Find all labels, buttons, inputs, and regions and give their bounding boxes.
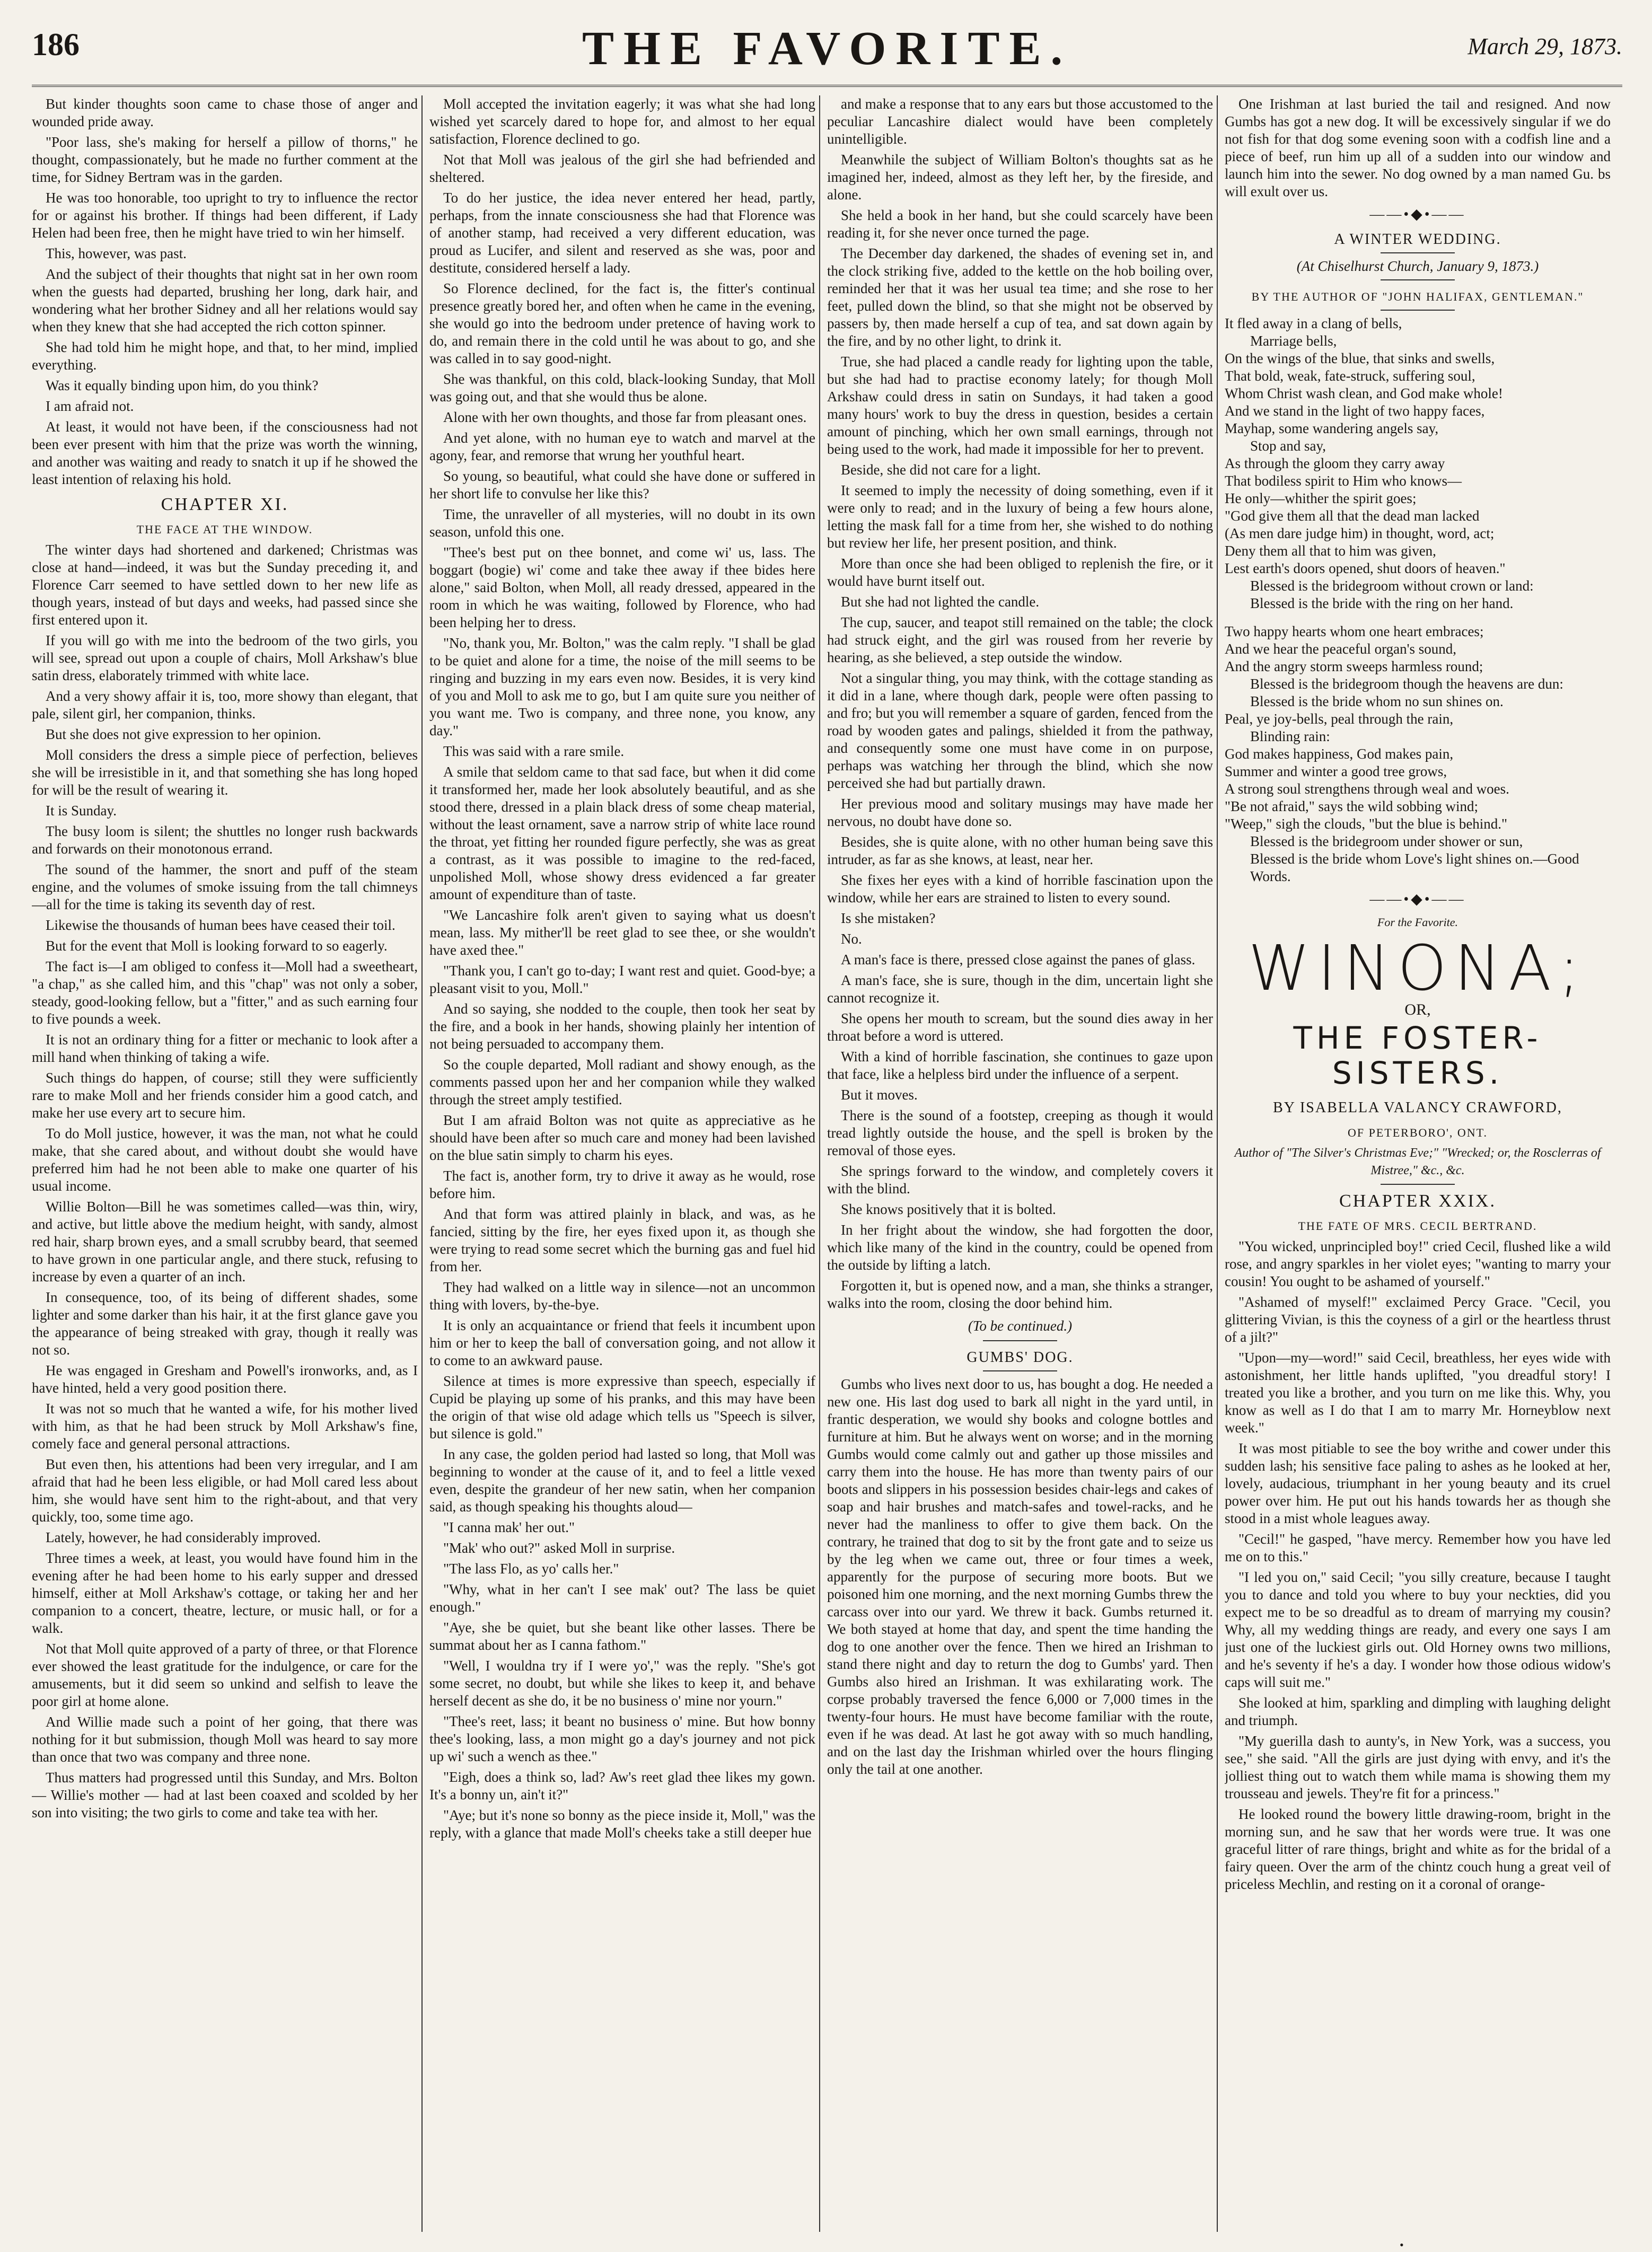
paragraph: Three times a week, at least, you would have found him in the evening after he had been home to his early supper and dressed himself, either at Moll Arkshaw's cottage, or taking her and her companion to a concert, theatre, lecture, or music hall, or for a walk. bbox=[32, 1550, 418, 1636]
paragraph: But she does not give expression to her opinion. bbox=[46, 726, 321, 742]
paragraph: The sound of the hammer, the snort and puff of the steam engine, and the volumes of smoke issuing from the tall chimneys—all for the time is taking its seventh day of rest. bbox=[32, 861, 418, 912]
paragraph: Lately, however, he had considerably improved. bbox=[46, 1529, 321, 1545]
paragraph: The busy loom is silent; the shuttles no longer rush backwards and forwards on their monotonous errand. bbox=[32, 823, 418, 857]
paragraph: "Thee's reet, lass; it beant no business o' mine. But how bonny thee's looking, lass, a mon might go a day's journey and not pick up wi' such a wench as thee." bbox=[429, 1713, 815, 1764]
paragraph: No. bbox=[841, 931, 862, 947]
paragraph: Meanwhile the subject of William Bolton's thoughts sat as he imagined her, indeed, almost as they left her, by the fireside, and alone. bbox=[827, 152, 1213, 203]
poem-line: Two happy hearts whom one heart embraces; bbox=[1225, 623, 1484, 639]
paragraph: She fixes her eyes with a kind of horrible fascination upon the window, while her ears are strained to listen to every sound. bbox=[827, 872, 1213, 905]
poem-line: He only—whither the spirit goes; bbox=[1225, 490, 1417, 506]
paragraph: Besides, she is quite alone, with no other human being save this intruder, as far as she knows, at least, near her. bbox=[827, 834, 1213, 867]
paragraph: To do Moll justice, however, it was the man, not what he could make, that she cared about, and without doubt she would have preferred him had he not been able to make one quarter of his usual income. bbox=[32, 1125, 418, 1194]
paragraph: Not that Moll quite approved of a party of three, or that Florence ever showed the least gratitude for the indulgence, or care for the amusements, but it did seem so unkind and selfish to leave the poor girl at home alone. bbox=[32, 1641, 418, 1709]
paragraph: "Upon—my—word!" said Cecil, breathless, her eyes wide with astonishment, her little hands uplifted, "you dreadful story! I treated you like a brother, and you turn on me like this. Why, you know as well as I do that I am to marry Mr. Horneyblow next week." bbox=[1225, 1350, 1611, 1436]
ornament-divider: ——•◆•—— bbox=[1369, 206, 1466, 223]
paragraph: And a very showy affair it is, too, more showy than elegant, that pale, silent girl, her companion, thinks. bbox=[32, 688, 418, 722]
poem-line: Blessed is the bride whom Love's light shines on.—Good Words. bbox=[1250, 851, 1579, 884]
paragraph: It was most pitiable to see the boy writhe and cower under this sudden lash; his sensitive face paling to ashes as he looked at her, lovely, audacious, triumphant in her young beauty and its cruel power over him. He put out his hands towards her as though she stood in a mist whole leagues away. bbox=[1225, 1440, 1611, 1526]
poem-line: It fled away in a clang of bells, bbox=[1225, 315, 1402, 331]
column-3 bbox=[827, 95, 1213, 2232]
paragraph: This, however, was past. bbox=[46, 245, 187, 261]
paragraph: Forgotten it, but is opened now, and a man, she thinks a stranger, walks into the room, closing the door behind him. bbox=[827, 1278, 1213, 1311]
paragraph: A man's face, she is sure, though in the dim, uncertain light she cannot recognize it. bbox=[827, 972, 1213, 1006]
poem-line: God makes happiness, God makes pain, bbox=[1225, 746, 1454, 762]
poem-body bbox=[1225, 315, 1611, 885]
poem-line: Blessed is the bridegroom without crown or land: bbox=[1250, 578, 1534, 594]
paragraph: This was said with a rare smile. bbox=[443, 743, 625, 759]
ornament-divider: ——•◆•—— bbox=[1369, 891, 1466, 908]
paragraph: "Eigh, does a think so, lad? Aw's reet glad thee likes my gown. It's a bonny un, ain't it?" bbox=[429, 1769, 815, 1802]
paragraph: "Thank you, I can't go to-day; I want rest and quiet. Good-bye; a pleasant visit to you, Moll." bbox=[429, 963, 815, 996]
paragraph: Was it equally binding upon him, do you think? bbox=[46, 377, 319, 393]
story-ending: One Irishman at last buried the tail and resigned. And now Gumbs has got a new dog. It will be excessively singular if we do not fish for that dog some evening soon with a codfish line and a piece of beef, run him up all of a sudden into our window and launch him into the sewer. No dog owned by a man named Gu. bs will exult over us. bbox=[1225, 96, 1611, 199]
paragraph: Not a singular thing, you may think, with the cottage standing as it did in a lane, where though dark, people were often passing to and fro; but you will remember a square of garden, fenced from the road by wooden gates and palings, shielded it from the pathway, and consequently some one must have come in on purpose, perhaps was watching her through the blind, which she now perceived she had but partially drawn. bbox=[827, 670, 1213, 791]
separator bbox=[1381, 279, 1455, 280]
poem-line: As through the gloom they carry away bbox=[1225, 455, 1445, 471]
paragraph: Alone with her own thoughts, and those far from pleasant ones. bbox=[443, 409, 807, 425]
poem-line: Mayhap, some wandering angels say, bbox=[1225, 420, 1439, 436]
poem-line: Lest earth's doors opened, shut doors of heaven." bbox=[1225, 560, 1506, 576]
paragraph: It was not so much that he wanted a wife, for his mother lived with him, as that he had been struck by Moll Arkshaw's fine, comely face and general personal attractions. bbox=[32, 1401, 418, 1452]
poem-line: Deny them all that to him was given, bbox=[1225, 543, 1436, 559]
to-be-continued: (To be continued.) bbox=[968, 1318, 1073, 1334]
chapter-subtitle: THE FACE AT THE WINDOW. bbox=[136, 523, 313, 536]
paragraph: So the couple departed, Moll radiant and showy enough, as the comments passed upon her and her companion while they walked through the street amply testified. bbox=[429, 1057, 815, 1107]
for-the-favorite: For the Favorite. bbox=[1377, 916, 1458, 929]
paragraph: "Why, what in her can't I see mak' out? The lass be quiet enough." bbox=[429, 1581, 815, 1615]
paragraph: With a kind of horrible fascination, she continues to gaze upon that face, like a helpless bird under the influence of a serpent. bbox=[827, 1049, 1213, 1082]
paragraph: "Poor lass, she's making for herself a pillow of thorns," he thought, compassionately, but he made no further comment at the time, for Sidney Bertram was in the garden. bbox=[32, 134, 418, 185]
poem-line: And we hear the peaceful organ's sound, bbox=[1225, 641, 1456, 657]
paragraph: In her fright about the window, she had forgotten the door, which like many of the kind in the country, could be opened from the outside by lifting a latch. bbox=[827, 1222, 1213, 1273]
story-title: GUMBS' DOG. bbox=[966, 1349, 1074, 1366]
column-divider bbox=[819, 95, 820, 2232]
paragraph: "You wicked, unprincipled boy!" cried Cecil, flushed like a wild rose, and angry sparkles in her violet eyes; "wanting to marry your cousin! You ought to be ashamed of yourself." bbox=[1225, 1238, 1611, 1289]
separator bbox=[1381, 1184, 1455, 1185]
paragraph: Such things do happen, of course; still they were sufficiently rare to make Moll and her friends consider him a good catch, and make her use every art to secure him. bbox=[32, 1070, 418, 1121]
paragraph: Time, the unraveller of all mysteries, will no doubt in its own season, unfold this one. bbox=[429, 506, 815, 540]
paragraph: To do her justice, the idea never entered her head, partly, perhaps, from the innate consciousness she had that Florence was of another stamp, had received a very different education, was proud as Lucifer, and silent and reserved as she was, poor and destitute, considered herself a lady. bbox=[429, 190, 815, 276]
chapter-body bbox=[1225, 1238, 1611, 1893]
chapter-heading: CHAPTER XXIX. bbox=[1339, 1191, 1496, 1211]
poem-line: Blessed is the bride whom no sun shines on. bbox=[1250, 693, 1504, 709]
paragraph: Moll accepted the invitation eagerly; it was what she had long wished yet scarcely dared to hope for, and almost to her equal satisfaction, Florence declined to go. bbox=[429, 96, 815, 147]
paragraph: Willie Bolton—Bill he was sometimes called—was thin, wiry, and active, but little above the medium height, with sandy, almost red hair, sharp brown eyes, and a small scrubby beard, that seemed to have grown in one particular angle, and there stuck, refusing to increase by even a quarter of an inch. bbox=[32, 1199, 418, 1285]
paragraph: "I canna mak' her out." bbox=[443, 1519, 575, 1535]
paragraph: Beside, she did not care for a light. bbox=[841, 462, 1041, 478]
paragraph: But even then, his attentions had been very irregular, and I am afraid that had he been less eligible, or had Moll cared less about him, she would have sent him to the right-about, and that very quickly, too, some time ago. bbox=[32, 1456, 418, 1525]
chapter-subtitle: THE FATE OF MRS. CECIL BERTRAND. bbox=[1298, 1219, 1537, 1233]
issue-date: March 29, 1873. bbox=[1468, 33, 1622, 59]
paragraph: It seemed to imply the necessity of doing something, even if it were only to read; and in the luxury of being a few hours alone, letting the mask fall for a time from her, she wished to do nothing but review her life, her present position, and think. bbox=[827, 482, 1213, 551]
poem-line: And the angry storm sweeps harmless round; bbox=[1225, 658, 1483, 674]
poem-line bbox=[1225, 612, 1611, 623]
poem-title: A WINTER WEDDING. bbox=[1334, 231, 1501, 248]
paragraph: But for the event that Moll is looking forward to so eagerly. bbox=[46, 938, 388, 954]
paragraph: And that form was attired plainly in black, and was, as he fancied, sitting by the fire, her eyes fixed upon it, as though she were trying to read some secret which the burning gas and fuel hid from her. bbox=[429, 1206, 815, 1274]
paragraph: "Thee's best put on thee bonnet, and come wi' us, lass. The boggart (bogie) wi' come and take thee away if thee bides here alone," said Bolton, when Moll, all ready dressed, appeared in the room in which he was waiting, followed by Florence, who had been helping her to dress. bbox=[429, 544, 815, 630]
paragraph: The fact is, another form, try to drive it away as he would, rose before him. bbox=[429, 1168, 815, 1201]
paragraph: In consequence, too, of its being of different shades, some lighter and some darker than his hair, it at the first glance gave you the appearance of being streaked with gray, though it really was not so. bbox=[32, 1289, 418, 1358]
paragraph: If you will go with me into the bedroom of the two girls, you will see, spread out upon a couple of chairs, Moll Arkshaw's blue satin dress, elaborately trimmed with white lace. bbox=[32, 632, 418, 683]
paragraph: But I am afraid Bolton was not quite as appreciative as he should have been after so much care and money had been lavished on the blue satin simply to charm his eyes. bbox=[429, 1112, 815, 1163]
paragraph: She opens her mouth to scream, but the sound dies away in her throat before a word is uttered. bbox=[827, 1010, 1213, 1044]
paragraph: "Mak' who out?" asked Moll in surprise. bbox=[443, 1540, 675, 1556]
paragraph: In any case, the golden period had lasted so long, that Moll was beginning to wonder at the cause of it, and to feel a little vexed even, despite the grandeur of her new satin, when her companion said, as though speaking his thoughts aloud— bbox=[429, 1446, 815, 1515]
poem-line: "Weep," sigh the clouds, "but the blue is behind." bbox=[1225, 816, 1508, 832]
poem-author: BY THE AUTHOR OF "JOHN HALIFAX, GENTLEMAN." bbox=[1251, 290, 1584, 303]
column-divider bbox=[1217, 95, 1218, 2232]
paragraph: More than once she had been obliged to replenish the fire, or it would have burnt itself out. bbox=[827, 556, 1213, 589]
masthead-rule bbox=[32, 85, 1622, 87]
paragraph: The winter days had shortened and darkened; Christmas was close at hand—indeed, it was but the Sunday preceding it, and Florence Carr seemed to have settled down to her new life as though years, instead of but days and weeks, had passed since she first entered upon it. bbox=[32, 542, 418, 628]
column-divider bbox=[421, 95, 423, 2232]
paragraph: She was thankful, on this cold, black-looking Sunday, that Moll was going out, and that she would thus be alone. bbox=[429, 371, 815, 404]
poem-line: Stop and say, bbox=[1250, 438, 1326, 454]
paragraph: Thus matters had progressed until this Sunday, and Mrs. Bolton — Willie's mother — had at last been coaxed and scolded by her son into visiting; the two girls to come and take tea with her. bbox=[32, 1770, 418, 1820]
paragraph: He was engaged in Gresham and Powell's ironworks, and, as I have hinted, held a very good position there. bbox=[32, 1362, 418, 1396]
paragraph: At least, it would not have been, if the consciousness had not been ever present with him that the prize was worth the winning, and another was waiting and ready to snatch it up if he showed the least intention of relaxing his hold. bbox=[32, 419, 418, 487]
paragraph: There is the sound of a footstep, creeping as though it would tread lightly outside the house, and the spell is broken by the removal of those eyes. bbox=[827, 1107, 1213, 1158]
chapter-heading: CHAPTER XI. bbox=[161, 495, 289, 514]
separator bbox=[983, 1370, 1057, 1371]
poem-line: And we stand in the light of two happy faces, bbox=[1225, 403, 1485, 419]
paragraph: "We Lancashire folk aren't given to saying what us doesn't mean, lass. My mither'll be reet glad to see thee, or she wouldn't have axed thee." bbox=[429, 907, 815, 958]
paragraph: The cup, saucer, and teapot still remained on the table; the clock had struck eight, and the girl was roused from her reverie by hearing, as she believed, a step outside the window. bbox=[827, 614, 1213, 665]
paragraph: Likewise the thousands of human bees have ceased their toil. bbox=[46, 917, 396, 933]
paragraph: And Willie made such a point of her going, that there was nothing for it but submission, though Moll was heard to say more than once that two was company and three none. bbox=[32, 1714, 418, 1765]
chapter-body bbox=[429, 95, 815, 1842]
poem-line: (As men dare judge him) in thought, word, act; bbox=[1225, 525, 1495, 541]
paragraph: "Aye, she be quiet, but she beant like other lasses. There be summat about her as I canna fathom." bbox=[429, 1620, 815, 1653]
paragraph: He looked round the bowery little drawing-room, bright in the morning sun, and he saw that her words were true. It was one graceful litter of rare things, bright and white as for the bridal of a fairy queen. Over the arm of the chintz couch hung a great veil of priceless Mechlin, and resting on it a coronal of orange- bbox=[1225, 1806, 1611, 1892]
paragraph: I am afraid not. bbox=[46, 398, 134, 414]
poem-line: Peal, ye joy-bells, peal through the rain, bbox=[1225, 711, 1454, 727]
serial-or: OR, bbox=[1404, 1001, 1431, 1018]
paragraph: Silence at times is more expressive than speech, especially if Cupid be playing up some of his pranks, and this may have been the origin of that wise old adage which tells us "Speech is silver, but silence is gold." bbox=[429, 1373, 815, 1441]
paragraph: True, she had placed a candle ready for lighting upon the table, but she had had to practise economy lately; for though Moll Arkshaw could dress in satin on Sundays, it had taken a good many hours' work to buy the dress in question, besides a certain amount of pinching, which her own small earnings, through not being used to the work, had made it impossible for her to prevent. bbox=[827, 354, 1213, 457]
paragraph: But it moves. bbox=[841, 1087, 918, 1103]
serial-subtitle: THE FOSTER-SISTERS. bbox=[1293, 1020, 1542, 1091]
paragraph: Not that Moll was jealous of the girl she had befriended and sheltered. bbox=[429, 152, 815, 185]
poem-line: "God give them all that the dead man lacked bbox=[1225, 508, 1480, 524]
column-4 bbox=[1225, 95, 1611, 2232]
poem-line: A strong soul strengthens through weal and woes. bbox=[1225, 781, 1509, 797]
chapter-body bbox=[827, 95, 1213, 1312]
story-body bbox=[827, 1376, 1213, 1778]
paragraph: It is only an acquaintance or friend that feels it incumbent upon him or her to keep the ball of conversation going, and not allow it to come to an awkward pause. bbox=[429, 1317, 815, 1368]
poem-line: Blessed is the bridegroom though the heavens are dun: bbox=[1250, 676, 1563, 692]
column-2 bbox=[429, 95, 815, 2232]
paragraph: Is she mistaken? bbox=[841, 910, 936, 926]
poem-line: Blessed is the bridegroom under shower or sun, bbox=[1250, 833, 1523, 849]
separator bbox=[1381, 310, 1455, 311]
paragraph: A man's face is there, pressed close against the panes of glass. bbox=[841, 952, 1196, 967]
paragraph: It is not an ordinary thing for a fitter or mechanic to look after a mill hand when thinking of taking a wife. bbox=[32, 1032, 418, 1065]
serial-byline: BY ISABELLA VALANCY CRAWFORD, bbox=[1273, 1099, 1562, 1116]
poem-line: On the wings of the blue, that sinks and swells, bbox=[1225, 350, 1495, 366]
paragraph: But kinder thoughts soon came to chase those of anger and wounded pride away. bbox=[32, 96, 418, 129]
paragraph: "Cecil!" he gasped, "have mercy. Remember how you have led me on to this." bbox=[1225, 1531, 1611, 1564]
poem-line: Whom Christ wash clean, and God make whole! bbox=[1225, 385, 1503, 401]
paragraph: Her previous mood and solitary musings may have made her nervous, no doubt have done so. bbox=[827, 796, 1213, 829]
serial-place: OF PETERBORO', ONT. bbox=[1347, 1126, 1488, 1139]
paragraph: But she had not lighted the candle. bbox=[841, 594, 1040, 610]
column-1 bbox=[32, 95, 418, 2232]
poem-line: "Be not afraid," says the wild sobbing wind; bbox=[1225, 798, 1478, 814]
poem-line: Marriage bells, bbox=[1250, 333, 1337, 349]
paragraph: He was too honorable, too upright to try to influence the rector for or against his brother. If things had been different, if Lady Helen had been free, then he might have tried to win her himself. bbox=[32, 190, 418, 241]
story-continuation bbox=[32, 95, 418, 488]
paragraph: She held a book in her hand, but she could scarcely have been reading it, for she never once turned the page. bbox=[827, 207, 1213, 241]
paragraph: and make a response that to any ears but those accustomed to the peculiar Lancashire dialect would have been completely unintelligible. bbox=[827, 96, 1213, 147]
paragraph: And the subject of their thoughts that night sat in her own room when the guests had departed, brushing her long, dark hair, and wondering what her brother Sidney and all her relations would say when they knew that she had accepted the rich cotton spinner. bbox=[32, 266, 418, 335]
poem-line: Blinding rain: bbox=[1250, 728, 1330, 744]
paragraph: The December day darkened, the shades of evening set in, and the clock striking five, added to the kettle on the hob boiling over, reminded her that it was her usual tea time; and she rose to her feet, pulled down the blind, so that she might not be observed by passers by, then made herself a cup of tea, and sat down again by the fire, and by no other light, to drink it. bbox=[827, 245, 1213, 349]
poem-location: (At Chiselhurst Church, January 9, 1873.) bbox=[1296, 258, 1539, 274]
paragraph: And yet alone, with no human eye to watch and marvel at the agony, fear, and remorse that wrung her youthful heart. bbox=[429, 430, 815, 463]
separator bbox=[1381, 252, 1455, 253]
poem-line: That bodiless spirit to Him who knows— bbox=[1225, 473, 1462, 489]
paragraph: "Well, I wouldna try if I were yo'," was the reply. "She's got some secret, no doubt, but while she likes to keep it, and behave herself decent as she do, it be no business o' mine nor yourn." bbox=[429, 1658, 815, 1709]
serial-credits: Author of "The Silver's Christmas Eve;" "Wrecked; or, the Rosclerras of Mistree," &c., &c. bbox=[1234, 1146, 1601, 1177]
paragraph: The fact is—I am obliged to confess it—Moll had a sweetheart, "a chap," as she called him, and this "chap" was not only a sober, steady, good-looking fellow, but a "fitter," and as such earning four to five pounds a week. bbox=[32, 958, 418, 1027]
paragraph: She knows positively that it is bolted. bbox=[841, 1201, 1056, 1217]
page-number: 186 bbox=[32, 27, 80, 62]
ink-mark: • bbox=[1400, 2238, 1404, 2251]
masthead bbox=[32, 21, 1622, 80]
paragraph: She had told him he might hope, and that, to her mind, implied everything. bbox=[32, 339, 418, 373]
paragraph: And so saying, she nodded to the couple, then took her seat by the fire, and a book in her hands, showing plainly her intention of not being persuaded to accompany them. bbox=[429, 1001, 815, 1052]
paragraph: So young, so beautiful, what could she have done or suffered in her short life to convulse her like this? bbox=[429, 468, 815, 502]
chapter-body bbox=[32, 541, 418, 1822]
paragraph: She looked at him, sparkling and dimpling with laughing delight and triumph. bbox=[1225, 1695, 1611, 1728]
paragraph: "No, thank you, Mr. Bolton," was the calm reply. "I shall be glad to be quiet and alone for a time, the noise of the mill seems to be ringing and buzzing in my ears even now. Besides, it is very kind of you and Moll to ask me to go, but I am quite sure you neither of you want me. Two is company, and three none, you know, any day." bbox=[429, 635, 815, 738]
poem-line: Summer and winter a good tree grows, bbox=[1225, 763, 1447, 779]
paragraph: She springs forward to the window, and completely covers it with the blind. bbox=[827, 1163, 1213, 1197]
paragraph: Moll considers the dress a simple piece of perfection, believes she will be irresistible in it, and that something she has long hoped for will be the result of wearing it. bbox=[32, 747, 418, 798]
paragraph: They had walked on a little way in silence—not an uncommon thing with lovers, by-the-bye. bbox=[429, 1279, 815, 1313]
paragraph: It is Sunday. bbox=[46, 803, 117, 819]
paragraph: Gumbs who lives next door to us, has bought a dog. He needed a new one. His last dog used to bark all night in the yard until, in frantic desperation, we would shy books and cologne bottles and furniture at him. But he always went on worse; and in the morning Gumbs would come calmly out and gather up those missiles and carry them into the house. He has more than twenty pairs of our boots and slippers in his possession besides chair-legs and cakes of soap and hair brushes and match-safes and towel-racks, and he never had the manliness to offer to give them back. On the contrary, he trained that dog to sit by the front gate and to seize us by the leg when we came out, three or four times a week, apparently for the purpose of securing more boots. But we poisoned him one morning, and the next morning Gumbs threw the carcass over into our yard. We threw it back. Gumbs returned it. We both stayed at home that day, and spent the time handing the dog to one another over the fence. Then we hired an Irishman to stand there night and day to return the dog to Gumbs' yard. Then Gumbs also hired an Irishman. It was exhilarating work. The corpse probably traversed the fence 6,000 or 7,000 times in the twenty-four hours. He must have become familiar with the route, even if he was dead. At last he got away with so much handling, and on the last day the Irishman whirled over the hours flinging only the tail at one another. bbox=[827, 1376, 1213, 1777]
paragraph: "My guerilla dash to aunty's, in New York, was a success, you see," she said. "All the girls are just dying with envy, and it's the jolliest thing out to watch them while mama is showing them my trousseau and jewels. They're fit for a princess." bbox=[1225, 1733, 1611, 1801]
paragraph: "Aye; but it's none so bonny as the piece inside it, Moll," was the reply, with a glance that made Moll's cheeks take a still deeper hue bbox=[429, 1807, 815, 1841]
paragraph: A smile that seldom came to that sad face, but when it did come it transformed her, made her look absolutely beautiful, and as she stood there, dressed in a plain black dress of some cheap material, without the least ornament, save a narrow strip of white lace round the throat, yet fitting her rounded figure perfectly, she was as great a contrast, as it was possible to imagine to the red-faced, unpolished Moll, whose showy dress evidenced a far greater amount of expenditure than of taste. bbox=[429, 764, 815, 902]
paragraph: "Ashamed of myself!" exclaimed Percy Grace. "Cecil, you glittering Vivian, is this the coyness of a girl or the heartless thrust of a jilt?" bbox=[1225, 1294, 1611, 1345]
poem-line: That bold, weak, fate-struck, suffering soul, bbox=[1225, 368, 1475, 384]
paragraph: "The lass Flo, as yo' calls her." bbox=[443, 1561, 619, 1577]
separator bbox=[983, 1340, 1057, 1341]
publication-title: THE FAVORITE. bbox=[582, 22, 1073, 75]
poem-line: Blessed is the bride with the ring on her hand. bbox=[1250, 595, 1514, 611]
paragraph: So Florence declined, for the fact is, the fitter's continual presence greatly bored her, and often when he came in the evening, she would go into the bedroom under pretence of having work to do, and remain there in the cold until he was about to go, and she was called in to say good-night. bbox=[429, 280, 815, 366]
paragraph: "I led you on," said Cecil; "you silly creature, because I taught you to dance and told you where to buy your neckties, did you expect me to be so dreadful as to dream of marrying my cousin? Why, all my wedding things are ready, and every one says I am just one of the luckiest girls out. Old Horney owns two millions, and he's seventy if he's a day. I wonder how those odious widow's caps will suit me." bbox=[1225, 1569, 1611, 1690]
serial-title: WINONA; bbox=[1248, 931, 1587, 1005]
